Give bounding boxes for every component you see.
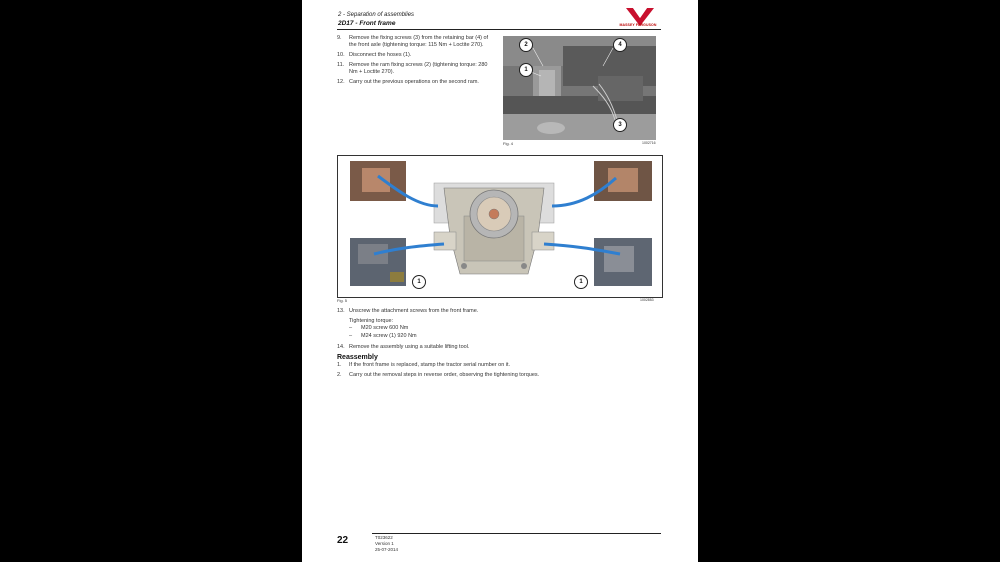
- callout-1: 1: [519, 63, 533, 77]
- list-item: 9. Remove the fixing screws (3) from the retaining bar (4) of the front axle (tightening torque: 115 Nm + Loctite 270).: [337, 35, 489, 49]
- steps-top: [337, 35, 493, 89]
- logo-text: MASSEY FERGUSON: [619, 23, 657, 27]
- reassembly-heading: Reassembly: [337, 353, 378, 361]
- callout-1-right: 1: [574, 275, 588, 289]
- figure-4-photo: [503, 36, 656, 140]
- torque-item: – M20 screw 600 Nm: [349, 325, 409, 332]
- list-item: 2. Carry out the removal steps in reverse order, observing the tightening torques.: [337, 372, 540, 379]
- figure-5-code: 1002853: [640, 298, 654, 302]
- list-item: 11. Remove the ram fixing screws (2) (tightening torque: 280 Nm + Loctite 270).: [337, 61, 488, 76]
- list-item: 14. Remove the assembly using a suitable lifting tool.: [337, 343, 470, 350]
- callout-3: 3: [613, 118, 627, 132]
- torque-item: – M24 screw (1) 920 Nm: [349, 333, 417, 340]
- steps-bottom: [337, 308, 661, 382]
- figure-5-caption: Fig. 5: [337, 298, 348, 303]
- page-title: 2D17 - Front frame: [338, 20, 396, 27]
- torque-block: [337, 318, 661, 341]
- doc-number: T023622: [375, 535, 393, 540]
- torque-label: Tightening torque:: [349, 317, 394, 324]
- list-item: 10. Disconnect the hoses (1).: [337, 52, 412, 59]
- list-item: 13. Unscrew the attachment screws from the front frame.: [337, 308, 479, 314]
- footer-rule: [372, 533, 661, 534]
- list-item: 1. If the front frame is replaced, stamp the tractor serial number on it.: [337, 362, 511, 369]
- callout-4: 4: [613, 38, 627, 52]
- figure-5-diagram: [337, 155, 663, 298]
- page-number: 22: [337, 535, 349, 546]
- list-item: 12. Carry out the previous operations on the second ram.: [337, 78, 479, 85]
- front-frame-illustration: [338, 156, 662, 297]
- footer-info: [375, 535, 398, 553]
- figure-4-caption: Fig. 4: [503, 141, 514, 146]
- header-rule: [337, 29, 661, 30]
- figure-4-code: 1002716: [642, 141, 656, 145]
- document-page: [302, 0, 698, 562]
- section-label: 2 - Separation of assemblies: [338, 12, 415, 18]
- callout-1-left: 1: [412, 275, 426, 289]
- callout-2: 2: [519, 38, 533, 52]
- date-label: 25-07-2014: [375, 547, 399, 552]
- version-label: Version 1: [375, 541, 394, 546]
